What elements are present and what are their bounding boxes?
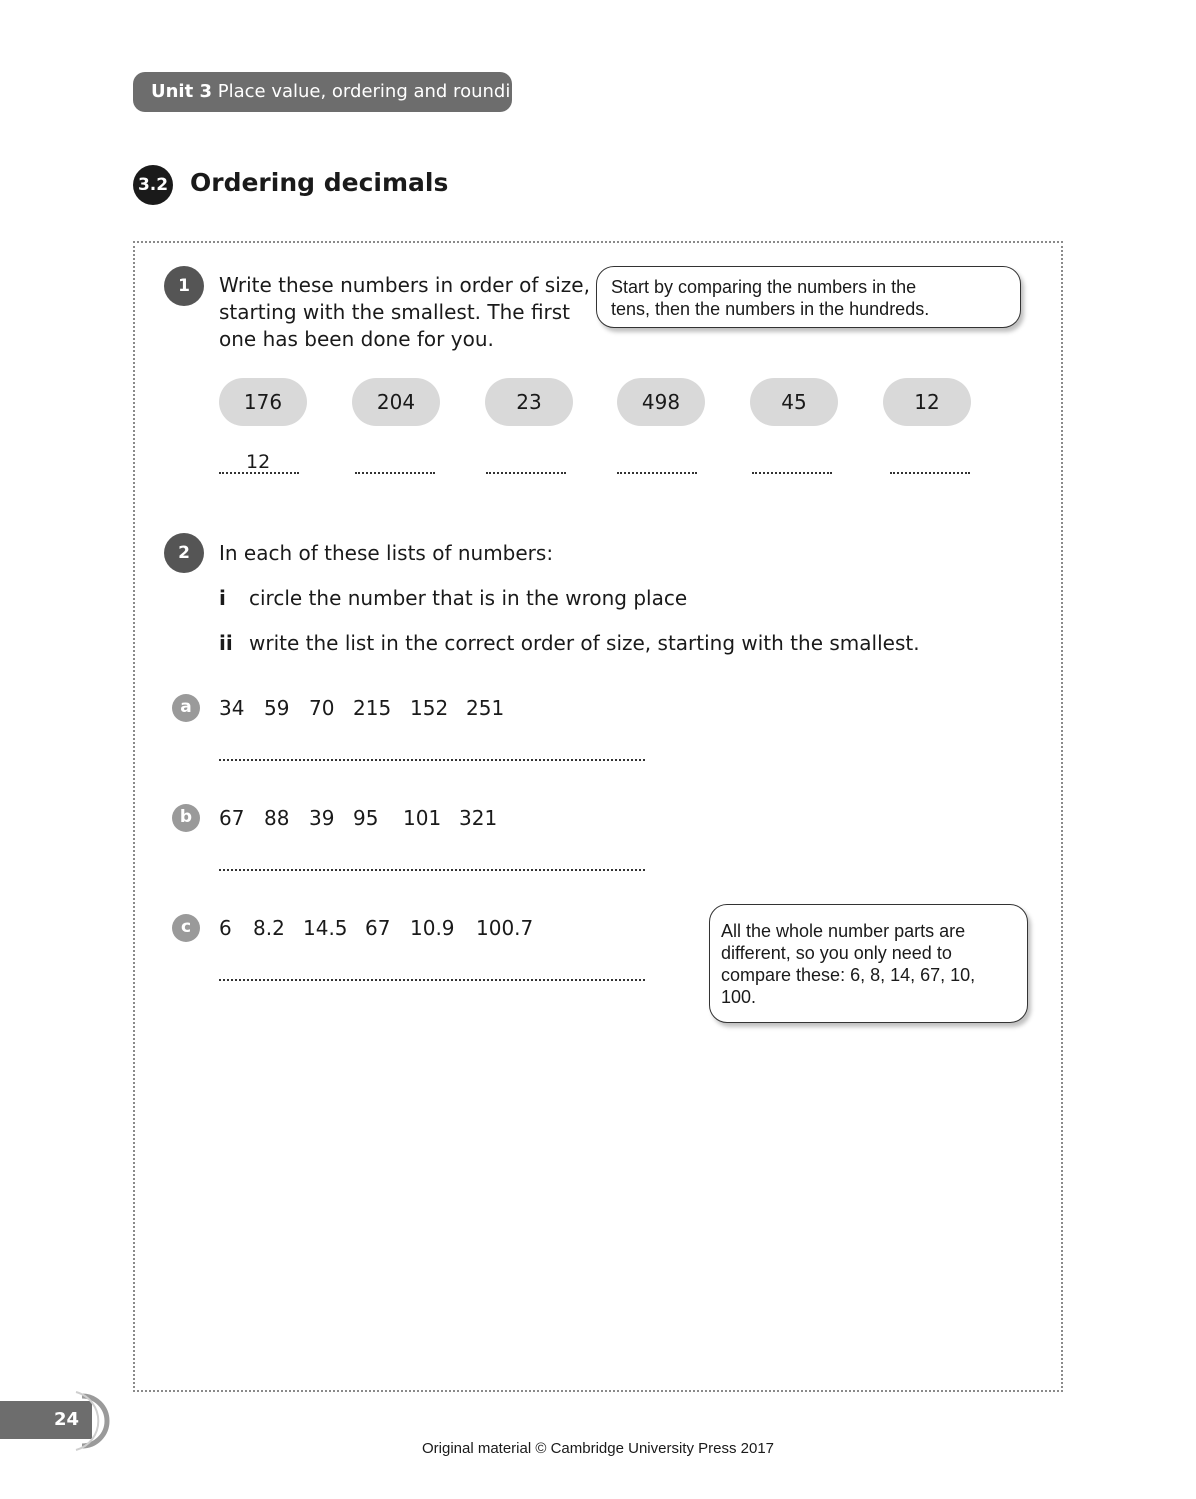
list-number[interactable]: 10.9 bbox=[410, 916, 455, 940]
answer-line[interactable] bbox=[890, 472, 970, 474]
q2-step-ii-text: write the list in the correct order of size, starting with the smallest. bbox=[249, 631, 920, 655]
section-title: Ordering decimals bbox=[190, 168, 449, 197]
q2-hint-line-4: 100. bbox=[721, 987, 757, 1007]
list-number[interactable]: 321 bbox=[459, 806, 498, 830]
list-number[interactable]: 67 bbox=[219, 806, 245, 830]
list-number[interactable]: 101 bbox=[403, 806, 442, 830]
number-pill: 45 bbox=[750, 378, 838, 426]
q1-hint-line-2: tens, then the numbers in the hundreds. bbox=[611, 299, 930, 319]
number-pill: 498 bbox=[617, 378, 705, 426]
q2-hint-line-3: compare these: 6, 8, 14, 67, 10, bbox=[721, 965, 976, 985]
q2-step-i-text: circle the number that is in the wrong place bbox=[249, 586, 688, 610]
q2-hint-line-1: All the whole number parts are bbox=[721, 921, 966, 941]
list-number[interactable]: 6 bbox=[219, 916, 232, 940]
answer-line[interactable] bbox=[617, 472, 697, 474]
answer-line[interactable] bbox=[219, 472, 299, 474]
answer-line[interactable] bbox=[486, 472, 566, 474]
q1-instruction-line-1: Write these numbers in order of size, bbox=[219, 273, 590, 297]
list-number[interactable]: 14.5 bbox=[303, 916, 348, 940]
q2-step-i-label: i bbox=[219, 586, 226, 610]
q1-instruction bbox=[219, 272, 590, 353]
q1-hint-box bbox=[596, 266, 1021, 328]
q2-hint-line-2: different, so you only need to bbox=[721, 943, 952, 963]
number-pill: 204 bbox=[352, 378, 440, 426]
question-1-number: 1 bbox=[164, 266, 204, 306]
list-number[interactable]: 88 bbox=[264, 806, 290, 830]
q2-hint-box bbox=[709, 904, 1028, 1023]
list-number[interactable]: 152 bbox=[410, 696, 449, 720]
q2-intro: In each of these lists of numbers: bbox=[219, 541, 554, 565]
list-number[interactable]: 39 bbox=[309, 806, 335, 830]
list-number[interactable]: 251 bbox=[466, 696, 505, 720]
q2-step-ii-label: ii bbox=[219, 631, 233, 655]
number-pill: 12 bbox=[883, 378, 971, 426]
answer-line[interactable] bbox=[219, 759, 645, 761]
list-number[interactable]: 70 bbox=[309, 696, 335, 720]
list-number[interactable]: 59 bbox=[264, 696, 290, 720]
unit-header-tab bbox=[133, 72, 534, 112]
answer-line[interactable] bbox=[752, 472, 832, 474]
q1-example-answer: 12 bbox=[246, 451, 271, 473]
number-pill: 23 bbox=[485, 378, 573, 426]
answer-line[interactable] bbox=[219, 979, 645, 981]
answer-line[interactable] bbox=[219, 869, 645, 871]
section-number-badge: 3.2 bbox=[133, 165, 173, 205]
answer-line[interactable] bbox=[355, 472, 435, 474]
number-pill: 176 bbox=[219, 378, 307, 426]
part-a-label: a bbox=[172, 694, 200, 722]
list-number[interactable]: 95 bbox=[353, 806, 379, 830]
part-b-label: b bbox=[172, 804, 200, 832]
q1-instruction-line-2: starting with the smallest. The first bbox=[219, 300, 571, 324]
copyright-footer: Original material © Cambridge University Press 2017 bbox=[421, 1440, 775, 1457]
question-2-number: 2 bbox=[164, 533, 204, 573]
list-number[interactable]: 67 bbox=[365, 916, 391, 940]
unit-label: Unit 3 bbox=[151, 81, 212, 102]
page-number: 24 bbox=[0, 1401, 92, 1439]
list-number[interactable]: 8.2 bbox=[253, 916, 285, 940]
list-number[interactable]: 215 bbox=[353, 696, 392, 720]
q1-instruction-line-3: one has been done for you. bbox=[219, 327, 494, 351]
unit-title: Place value, ordering and rounding bbox=[217, 81, 534, 102]
list-number[interactable]: 34 bbox=[219, 696, 245, 720]
list-number[interactable]: 100.7 bbox=[476, 916, 534, 940]
q1-hint-line-1: Start by comparing the numbers in the bbox=[611, 277, 917, 297]
part-c-label: c bbox=[172, 914, 200, 942]
